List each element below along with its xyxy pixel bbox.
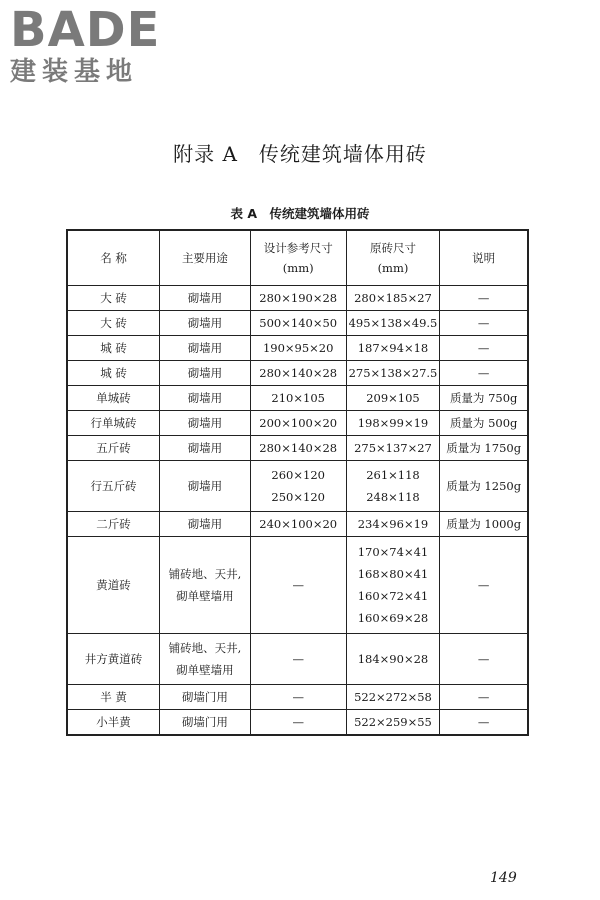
cell-design-size [250,710,346,736]
cell-note: — [440,361,528,386]
cell-original-size-line: 522×272×58 [354,690,432,704]
cell-use [160,685,251,710]
cell-design-size [250,411,346,436]
cell-design-size [250,311,346,336]
cell-use [160,311,251,336]
cell-design-size-line: 200×100×20 [259,416,338,430]
cell-note: — [440,634,528,685]
logo-mark: BADE [10,2,161,58]
cell-name: 单城砖 [67,386,160,411]
table-row [67,411,528,436]
cell-original-size [346,512,440,537]
cell-use-line: 砌墙门用 [181,715,228,729]
cell-original-size-line: 275×138×27.5 [348,366,438,380]
table-row [67,634,528,685]
cell-original-size-line: 522×259×55 [354,715,432,729]
cell-name: 半 黄 [67,685,160,710]
cell-use-line: 砌墙用 [187,441,223,455]
table-row [67,710,528,736]
cell-design-size [250,436,346,461]
cell-note: 质量为 500g [440,411,528,436]
table-row [67,512,528,537]
cell-design-size-line: 260×120 [271,468,325,482]
cell-note: 质量为 1000g [440,512,528,537]
cell-design-size-line: — [292,578,304,592]
cell-use [160,411,251,436]
cell-use [160,286,251,311]
cell-note: — [440,336,528,361]
cell-use [160,512,251,537]
cell-note: — [440,311,528,336]
cell-design-size [250,461,346,512]
cell-use [160,386,251,411]
cell-use-line: 砌单壁墙用 [176,663,234,677]
cell-name: 黄道砖 [67,537,160,634]
header-design-size-unit: (mm) [282,261,314,275]
cell-use [160,461,251,512]
cell-design-size-line: — [292,652,304,666]
table-row [67,386,528,411]
cell-original-size-line: 168×80×41 [357,567,429,581]
cell-original-size [346,685,440,710]
cell-use-line: 砌单壁墙用 [176,589,234,603]
cell-use [160,361,251,386]
header-use: 主要用途 [160,230,251,286]
cell-original-size [346,537,440,634]
cell-original-size-line: 248×118 [366,490,420,504]
cell-note: 质量为 750g [440,386,528,411]
cell-design-size-line: — [292,715,304,729]
cell-design-size [250,286,346,311]
publisher-logo [10,4,180,96]
cell-name: 井方黄道砖 [67,634,160,685]
cell-original-size-line: 261×118 [366,468,420,482]
cell-original-size [346,311,440,336]
cell-use [160,537,251,634]
cell-original-size-line: 160×69×28 [357,611,429,625]
cell-use-line: 砌墙门用 [181,690,228,704]
cell-design-size-line: 240×100×20 [259,517,338,531]
header-design-size-label: 设计参考尺寸 [263,241,333,255]
table-caption: 表 A 传统建筑墙体用砖 [230,206,370,221]
cell-original-size [346,461,440,512]
cell-design-size [250,336,346,361]
cell-design-size [250,512,346,537]
table-row [67,461,528,512]
cell-original-size [346,411,440,436]
table-header-row [67,230,528,286]
cell-original-size [346,710,440,736]
cell-original-size-line: 198×99×19 [357,416,429,430]
cell-name: 行五斤砖 [67,461,160,512]
cell-design-size [250,634,346,685]
cell-design-size-line: 190×95×20 [262,341,334,355]
brick-table [66,229,529,736]
page-number: 149 [490,870,517,886]
cell-original-size [346,336,440,361]
cell-use [160,336,251,361]
header-name: 名 称 [67,230,160,286]
cell-original-size [346,286,440,311]
cell-design-size-line: — [292,690,304,704]
cell-original-size-line: 495×138×49.5 [348,316,438,330]
cell-name: 行单城砖 [67,411,160,436]
cell-original-size-line: 187×94×18 [357,341,429,355]
table-body [67,286,528,736]
header-note: 说明 [440,230,528,286]
cell-original-size-line: 160×72×41 [357,589,429,603]
cell-name: 城 砖 [67,361,160,386]
cell-design-size-line: 280×140×28 [259,366,338,380]
cell-design-size [250,537,346,634]
cell-design-size-line: 250×120 [271,490,325,504]
cell-original-size-line: 209×105 [366,391,420,405]
table-row [67,311,528,336]
cell-name: 大 砖 [67,311,160,336]
cell-use-line: 砌墙用 [187,316,223,330]
cell-original-size-line: 184×90×28 [357,652,429,666]
table-row [67,361,528,386]
cell-original-size [346,634,440,685]
cell-original-size-line: 280×185×27 [354,291,432,305]
cell-original-size-line: 234×96×19 [357,517,429,531]
cell-design-size [250,685,346,710]
cell-design-size [250,361,346,386]
logo-subtitle: 建装基地 [10,57,139,87]
cell-note: — [440,685,528,710]
cell-design-size-line: 210×105 [271,391,325,405]
cell-original-size [346,361,440,386]
cell-use-line: 砌墙用 [187,341,223,355]
cell-design-size-line: 500×140×50 [259,316,338,330]
cell-name: 城 砖 [67,336,160,361]
cell-design-size [250,386,346,411]
cell-original-size [346,386,440,411]
table-row [67,537,528,634]
cell-use [160,436,251,461]
header-original-size-label: 原砖尺寸 [369,241,416,255]
cell-use-line: 砌墙用 [187,479,223,493]
cell-original-size [346,436,440,461]
cell-design-size-line: 280×140×28 [259,441,338,455]
cell-name: 小半黄 [67,710,160,736]
header-original-size [346,230,440,286]
cell-use-line: 砌墙用 [187,517,223,531]
cell-name: 五斤砖 [67,436,160,461]
cell-use-line: 铺砖地、天井, [168,567,242,581]
cell-note: — [440,286,528,311]
cell-name: 大 砖 [67,286,160,311]
cell-note: 质量为 1750g [440,436,528,461]
cell-note: 质量为 1250g [440,461,528,512]
appendix-title: 附录 A 传统建筑墙体用砖 [173,142,427,166]
cell-note: — [440,537,528,634]
header-design-size [250,230,346,286]
cell-original-size-line: 170×74×41 [357,545,429,559]
cell-use-line: 铺砖地、天井, [168,641,242,655]
cell-use-line: 砌墙用 [187,416,223,430]
cell-original-size-line: 275×137×27 [354,441,432,455]
cell-design-size-line: 280×190×28 [259,291,338,305]
cell-use-line: 砌墙用 [187,391,223,405]
cell-note: — [440,710,528,736]
cell-use [160,710,251,736]
cell-use [160,634,251,685]
cell-use-line: 砌墙用 [187,291,223,305]
table-row [67,336,528,361]
table-row [67,685,528,710]
table-row [67,436,528,461]
cell-name: 二斤砖 [67,512,160,537]
table-row [67,286,528,311]
cell-use-line: 砌墙用 [187,366,223,380]
header-original-size-unit: (mm) [377,261,409,275]
